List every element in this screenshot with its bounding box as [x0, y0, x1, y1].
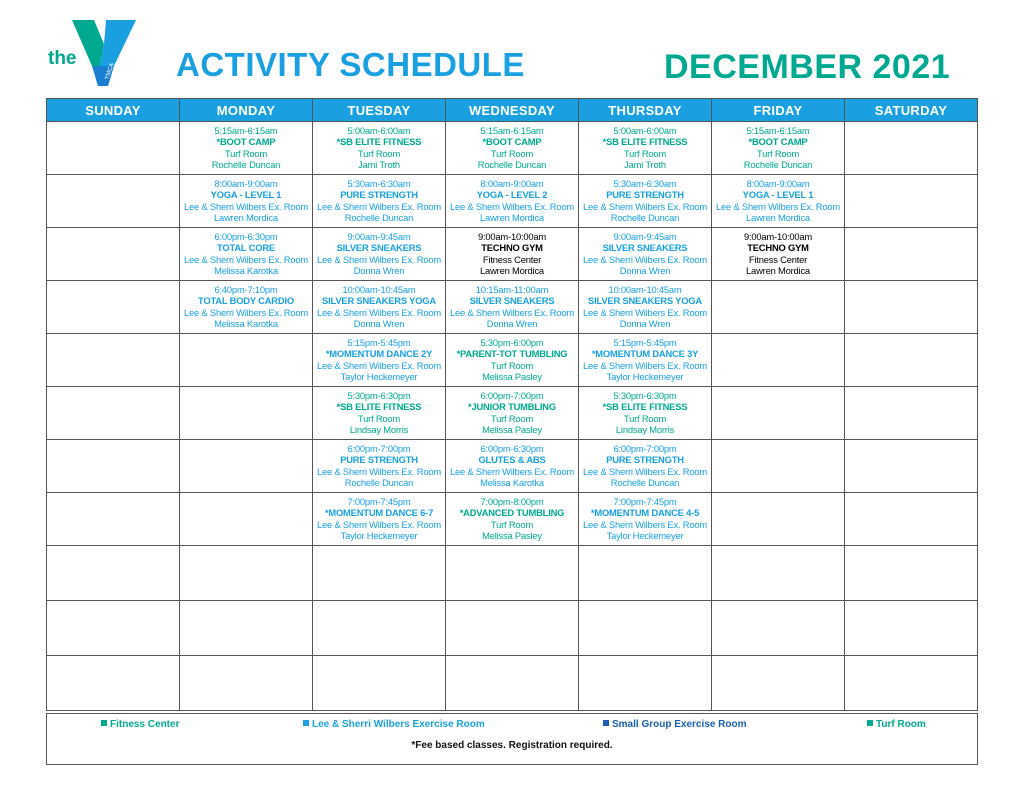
class-name: SILVER SNEAKERS — [469, 295, 555, 307]
schedule-cell-friday — [712, 387, 845, 440]
day-header-sunday: SUNDAY — [47, 99, 180, 122]
class-entry — [313, 122, 445, 171]
class-instructor: Melissa Karotka — [214, 265, 278, 277]
class-entry — [579, 440, 711, 489]
class-time: 5:30am-6:30am — [613, 178, 677, 189]
schedule-cell-tuesday — [313, 601, 446, 656]
day-header-wednesday: WEDNESDAY — [446, 99, 579, 122]
schedule-cell-monday — [180, 440, 313, 493]
schedule-cell-sunday — [47, 281, 180, 334]
legend-label: Fitness Center — [110, 719, 180, 730]
day-header-monday: MONDAY — [180, 99, 313, 122]
schedule-cell-monday — [180, 601, 313, 656]
schedule-cell-sunday — [47, 175, 180, 228]
class-instructor: Taylor Heckemeyer — [606, 530, 684, 542]
schedule-cell-thursday — [579, 122, 712, 175]
class-name: *JUNIOR TUMBLING — [468, 401, 556, 413]
class-name: SILVER SNEAKERS YOGA — [322, 295, 436, 307]
class-room: Turf Room — [224, 147, 268, 159]
class-name: *SB ELITE FITNESS — [602, 136, 688, 148]
class-name: PURE STRENGTH — [340, 454, 418, 466]
class-name: SILVER SNEAKERS — [336, 242, 422, 254]
schedule-cell-thursday — [579, 387, 712, 440]
class-entry — [446, 122, 578, 171]
legend-swatch — [603, 720, 609, 726]
class-entry — [712, 228, 844, 277]
class-time: 10:00am-10:45am — [342, 284, 416, 295]
day-header-friday: FRIDAY — [712, 99, 845, 122]
class-entry — [712, 122, 844, 171]
class-room: Lee & Sherri Wilbers Ex. Room — [317, 200, 441, 212]
class-name: PURE STRENGTH — [606, 454, 684, 466]
schedule-cell-sunday — [47, 546, 180, 601]
class-name: *SB ELITE FITNESS — [336, 401, 422, 413]
class-entry — [579, 175, 711, 224]
schedule-cell-thursday — [579, 601, 712, 656]
class-instructor: Donna Wren — [486, 318, 538, 330]
schedule-cell-tuesday — [313, 546, 446, 601]
class-instructor: Lawren Mordica — [480, 212, 544, 224]
class-room: Lee & Sherri Wilbers Ex. Room — [450, 200, 574, 212]
class-name: *SB ELITE FITNESS — [602, 401, 688, 413]
class-room: Turf Room — [490, 412, 534, 424]
schedule-cell-monday — [180, 493, 313, 546]
class-room: Lee & Sherri Wilbers Ex. Room — [184, 200, 308, 212]
schedule-cell-monday — [180, 656, 313, 711]
class-room: Lee & Sherri Wilbers Ex. Room — [583, 253, 707, 265]
class-room: Lee & Sherri Wilbers Ex. Room — [583, 359, 707, 371]
schedule-cell-thursday — [579, 281, 712, 334]
class-name: *MOMENTUM DANCE 3Y — [591, 348, 699, 360]
class-instructor: Taylor Heckemeyer — [340, 371, 418, 383]
schedule-cell-tuesday — [313, 334, 446, 387]
schedule-cell-friday — [712, 601, 845, 656]
class-instructor: Rochelle Duncan — [743, 159, 813, 171]
schedule-cell-wednesday — [446, 281, 579, 334]
schedule-cell-saturday — [845, 656, 978, 711]
schedule-cell-thursday — [579, 228, 712, 281]
class-instructor: Donna Wren — [619, 318, 671, 330]
class-room: Lee & Sherri Wilbers Ex. Room — [450, 306, 574, 318]
ymca-logo — [44, 14, 144, 86]
class-time: 7:00pm-7:45pm — [347, 496, 411, 507]
class-time: 5:15pm-5:45pm — [347, 337, 411, 348]
schedule-cell-sunday — [47, 334, 180, 387]
class-time: 5:00am-6:00am — [613, 125, 677, 136]
month-title: DECEMBER 2021 — [664, 48, 951, 86]
class-instructor: Lawren Mordica — [214, 212, 278, 224]
schedule-row — [47, 175, 978, 228]
schedule-cell-monday — [180, 122, 313, 175]
class-entry — [712, 175, 844, 224]
legend-swatch — [101, 720, 107, 726]
class-entry — [313, 440, 445, 489]
schedule-cell-monday — [180, 546, 313, 601]
class-instructor: Donna Wren — [619, 265, 671, 277]
schedule-cell-monday — [180, 334, 313, 387]
schedule-row — [47, 122, 978, 175]
class-instructor: Rochelle Duncan — [610, 212, 680, 224]
legend-item — [101, 719, 179, 730]
class-name: TOTAL BODY CARDIO — [198, 295, 294, 307]
class-room: Lee & Sherri Wilbers Ex. Room — [317, 518, 441, 530]
class-entry — [446, 493, 578, 542]
day-header-row — [47, 99, 978, 122]
class-time: 8:00am-9:00am — [746, 178, 810, 189]
class-entry — [313, 175, 445, 224]
class-name: GLUTES & ABS — [478, 454, 546, 466]
schedule-cell-sunday — [47, 601, 180, 656]
schedule-cell-saturday — [845, 281, 978, 334]
class-instructor: Rochelle Duncan — [477, 159, 547, 171]
schedule-cell-thursday — [579, 334, 712, 387]
schedule-cell-saturday — [845, 601, 978, 656]
schedule-cell-saturday — [845, 334, 978, 387]
class-room: Lee & Sherri Wilbers Ex. Room — [716, 200, 840, 212]
class-room: Turf Room — [490, 518, 534, 530]
class-room: Lee & Sherri Wilbers Ex. Room — [317, 465, 441, 477]
schedule-cell-tuesday — [313, 493, 446, 546]
class-room: Lee & Sherri Wilbers Ex. Room — [583, 518, 707, 530]
class-time: 10:15am-11:00am — [475, 284, 549, 295]
schedule-cell-saturday — [845, 122, 978, 175]
class-name: YOGA - LEVEL 2 — [476, 189, 548, 201]
class-instructor: Rochelle Duncan — [344, 212, 414, 224]
class-room: Lee & Sherri Wilbers Ex. Room — [583, 200, 707, 212]
schedule-row — [47, 228, 978, 281]
schedule-cell-wednesday — [446, 546, 579, 601]
class-entry — [313, 387, 445, 436]
class-entry — [579, 281, 711, 330]
class-time: 6:40pm-7:10pm — [214, 284, 278, 295]
class-instructor: Melissa Pasley — [482, 424, 542, 436]
class-name: *BOOT CAMP — [748, 136, 808, 148]
class-time: 6:00pm-6:30pm — [480, 443, 544, 454]
class-name: YOGA - LEVEL 1 — [742, 189, 814, 201]
schedule-cell-tuesday — [313, 656, 446, 711]
schedule-row — [47, 334, 978, 387]
schedule-cell-saturday — [845, 228, 978, 281]
class-time: 5:30pm-6:30pm — [613, 390, 677, 401]
schedule-cell-saturday — [845, 175, 978, 228]
class-room: Fitness Center — [482, 253, 542, 265]
schedule-cell-friday — [712, 656, 845, 711]
class-instructor: Lindsay Morris — [349, 424, 409, 436]
legend-label: Small Group Exercise Room — [612, 719, 747, 730]
schedule-cell-sunday — [47, 387, 180, 440]
schedule-cell-sunday — [47, 122, 180, 175]
schedule-cell-tuesday — [313, 440, 446, 493]
schedule-row-empty — [47, 601, 978, 656]
schedule-body — [47, 122, 978, 711]
schedule-cell-wednesday — [446, 228, 579, 281]
class-time: 8:00am-9:00am — [480, 178, 544, 189]
schedule-cell-monday — [180, 281, 313, 334]
class-instructor: Melissa Pasley — [482, 530, 542, 542]
class-name: TOTAL CORE — [217, 242, 275, 254]
class-time: 7:00pm-8:00pm — [480, 496, 544, 507]
logo-ymca-text: YMCA — [104, 62, 116, 81]
schedule-cell-wednesday — [446, 440, 579, 493]
class-instructor: Jami Troth — [358, 159, 400, 171]
class-name: *BOOT CAMP — [216, 136, 276, 148]
class-time: 7:00pm-7:45pm — [613, 496, 677, 507]
class-name: SILVER SNEAKERS YOGA — [588, 295, 702, 307]
class-time: 6:00pm-6:30pm — [214, 231, 278, 242]
fee-note: *Fee based classes. Registration required. — [411, 740, 613, 751]
class-name: SILVER SNEAKERS — [602, 242, 688, 254]
class-entry — [446, 175, 578, 224]
class-room: Lee & Sherri Wilbers Ex. Room — [184, 253, 308, 265]
class-room: Lee & Sherri Wilbers Ex. Room — [317, 306, 441, 318]
class-time: 5:30pm-6:00pm — [480, 337, 544, 348]
class-entry — [313, 493, 445, 542]
schedule-cell-tuesday — [313, 175, 446, 228]
schedule-cell-friday — [712, 440, 845, 493]
schedule-cell-sunday — [47, 440, 180, 493]
day-header-saturday: SATURDAY — [845, 99, 978, 122]
class-time: 9:00am-10:00am — [743, 231, 813, 242]
schedule-cell-wednesday — [446, 175, 579, 228]
schedule-cell-monday — [180, 228, 313, 281]
class-entry — [180, 228, 312, 277]
schedule-cell-saturday — [845, 440, 978, 493]
class-instructor: Rochelle Duncan — [344, 477, 414, 489]
class-entry — [579, 334, 711, 383]
class-instructor: Melissa Karotka — [480, 477, 544, 489]
class-instructor: Lawren Mordica — [746, 265, 810, 277]
schedule-cell-saturday — [845, 493, 978, 546]
class-name: TECHNO GYM — [481, 242, 543, 254]
schedule-cell-friday — [712, 175, 845, 228]
class-entry — [180, 281, 312, 330]
class-entry — [180, 175, 312, 224]
class-time: 5:15am-6:15am — [214, 125, 278, 136]
schedule-cell-wednesday — [446, 387, 579, 440]
class-instructor: Donna Wren — [353, 265, 405, 277]
legend-item — [303, 719, 485, 730]
schedule-row-empty — [47, 656, 978, 711]
class-instructor: Rochelle Duncan — [211, 159, 281, 171]
schedule-cell-friday — [712, 122, 845, 175]
class-time: 5:15pm-5:45pm — [613, 337, 677, 348]
class-room: Fitness Center — [748, 253, 808, 265]
class-time: 9:00am-9:45am — [613, 231, 677, 242]
schedule-cell-thursday — [579, 493, 712, 546]
schedule-row — [47, 493, 978, 546]
schedule-row — [47, 387, 978, 440]
class-instructor: Lawren Mordica — [480, 265, 544, 277]
class-instructor: Jami Troth — [624, 159, 666, 171]
class-entry — [446, 334, 578, 383]
class-entry — [446, 387, 578, 436]
schedule-cell-wednesday — [446, 122, 579, 175]
class-time: 5:30pm-6:30pm — [347, 390, 411, 401]
schedule-cell-wednesday — [446, 493, 579, 546]
class-room: Turf Room — [490, 147, 534, 159]
legend-label: Lee & Sherri Wilbers Exercise Room — [312, 719, 485, 730]
class-room: Turf Room — [756, 147, 800, 159]
class-entry — [180, 122, 312, 171]
class-room: Turf Room — [357, 412, 401, 424]
schedule-cell-wednesday — [446, 656, 579, 711]
class-name: TECHNO GYM — [747, 242, 809, 254]
class-room: Lee & Sherri Wilbers Ex. Room — [450, 465, 574, 477]
class-name: *MOMENTUM DANCE 2Y — [325, 348, 433, 360]
class-entry — [446, 281, 578, 330]
class-instructor: Taylor Heckemeyer — [340, 530, 418, 542]
ymca-y-icon — [44, 14, 144, 86]
schedule-row — [47, 440, 978, 493]
class-entry — [579, 122, 711, 171]
schedule-cell-thursday — [579, 546, 712, 601]
class-entry — [579, 387, 711, 436]
class-room: Lee & Sherri Wilbers Ex. Room — [583, 306, 707, 318]
schedule-cell-tuesday — [313, 122, 446, 175]
class-time: 10:00am-10:45am — [608, 284, 682, 295]
class-entry — [579, 493, 711, 542]
schedule-row-empty — [47, 546, 978, 601]
schedule-cell-sunday — [47, 493, 180, 546]
class-time: 8:00am-9:00am — [214, 178, 278, 189]
class-name: *MOMENTUM DANCE 4-5 — [590, 507, 700, 519]
schedule-cell-friday — [712, 228, 845, 281]
class-room: Lee & Sherri Wilbers Ex. Room — [317, 359, 441, 371]
class-time: 5:00am-6:00am — [347, 125, 411, 136]
class-instructor: Melissa Karotka — [214, 318, 278, 330]
schedule-cell-wednesday — [446, 334, 579, 387]
class-name: *PARENT-TOT TUMBLING — [456, 348, 568, 360]
class-instructor: Donna Wren — [353, 318, 405, 330]
schedule-cell-thursday — [579, 440, 712, 493]
schedule-table — [46, 98, 978, 711]
class-entry — [313, 281, 445, 330]
class-entry — [313, 228, 445, 277]
schedule-cell-friday — [712, 493, 845, 546]
class-name: PURE STRENGTH — [340, 189, 418, 201]
class-name: *BOOT CAMP — [482, 136, 542, 148]
page-title: ACTIVITY SCHEDULE — [176, 46, 525, 83]
class-time: 6:00pm-7:00pm — [480, 390, 544, 401]
schedule-cell-friday — [712, 281, 845, 334]
schedule-cell-monday — [180, 175, 313, 228]
schedule-cell-saturday — [845, 387, 978, 440]
legend-swatch — [303, 720, 309, 726]
legend-item — [867, 719, 926, 730]
schedule-cell-tuesday — [313, 281, 446, 334]
class-time: 9:00am-9:45am — [347, 231, 411, 242]
class-entry — [446, 228, 578, 277]
schedule-cell-saturday — [845, 546, 978, 601]
schedule-cell-sunday — [47, 228, 180, 281]
schedule-cell-tuesday — [313, 228, 446, 281]
schedule-cell-sunday — [47, 656, 180, 711]
schedule-cell-thursday — [579, 656, 712, 711]
class-room: Lee & Sherri Wilbers Ex. Room — [184, 306, 308, 318]
class-entry — [579, 228, 711, 277]
schedule-cell-friday — [712, 334, 845, 387]
class-instructor: Rochelle Duncan — [610, 477, 680, 489]
legend-item — [603, 719, 747, 730]
class-instructor: Lawren Mordica — [746, 212, 810, 224]
class-room: Turf Room — [490, 359, 534, 371]
class-time: 6:00pm-7:00pm — [613, 443, 677, 454]
class-room: Turf Room — [623, 412, 667, 424]
class-time: 9:00am-10:00am — [477, 231, 547, 242]
class-name: YOGA - LEVEL 1 — [210, 189, 282, 201]
class-instructor: Melissa Pasley — [482, 371, 542, 383]
schedule-cell-friday — [712, 546, 845, 601]
class-room: Turf Room — [623, 147, 667, 159]
schedule-cell-wednesday — [446, 601, 579, 656]
day-header-thursday: THURSDAY — [579, 99, 712, 122]
schedule-cell-thursday — [579, 175, 712, 228]
legend-swatch — [867, 720, 873, 726]
class-name: *MOMENTUM DANCE 6-7 — [324, 507, 434, 519]
class-name: PURE STRENGTH — [606, 189, 684, 201]
day-header-tuesday: TUESDAY — [313, 99, 446, 122]
legend-label: Turf Room — [876, 719, 926, 730]
logo-the-text: the — [48, 48, 77, 69]
class-time: 5:30am-6:30am — [347, 178, 411, 189]
class-time: 5:15am-6:15am — [480, 125, 544, 136]
schedule-cell-monday — [180, 387, 313, 440]
class-name: *ADVANCED TUMBLING — [459, 507, 565, 519]
class-time: 6:00pm-7:00pm — [347, 443, 411, 454]
class-room: Lee & Sherri Wilbers Ex. Room — [583, 465, 707, 477]
schedule-cell-tuesday — [313, 387, 446, 440]
class-instructor: Lindsay Morris — [615, 424, 675, 436]
class-time: 5:15am-6:15am — [746, 125, 810, 136]
class-name: *SB ELITE FITNESS — [336, 136, 422, 148]
class-entry — [313, 334, 445, 383]
schedule-row — [47, 281, 978, 334]
class-entry — [446, 440, 578, 489]
legend — [46, 713, 978, 765]
class-room: Turf Room — [357, 147, 401, 159]
class-room: Lee & Sherri Wilbers Ex. Room — [317, 253, 441, 265]
class-instructor: Taylor Heckemeyer — [606, 371, 684, 383]
